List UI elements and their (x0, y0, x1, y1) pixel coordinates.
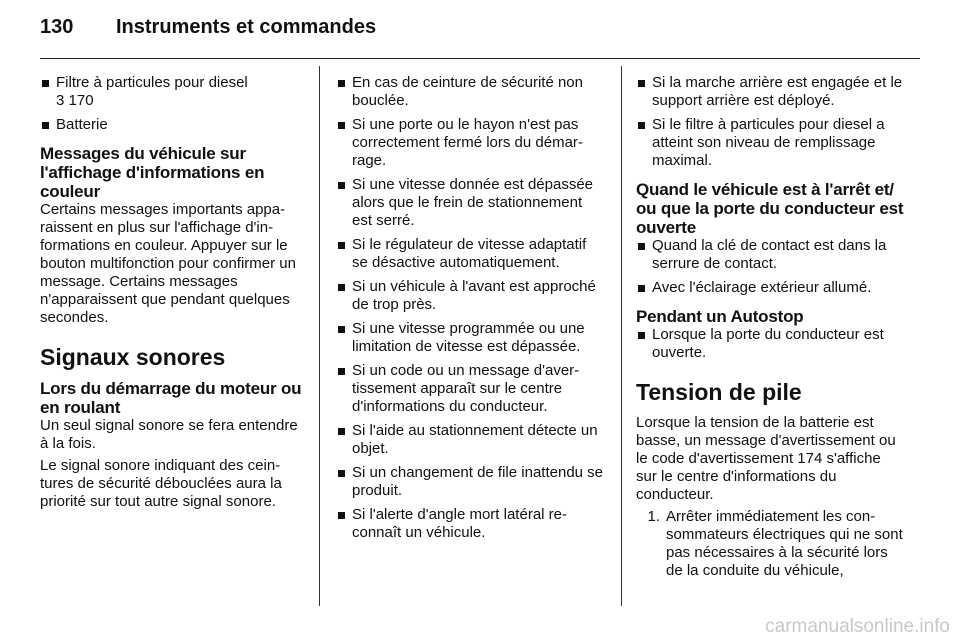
list-item: Si l'aide au stationnement détecte un objet. (336, 422, 604, 458)
paragraph: Certains messages importants apparaissent en plus sur l'affichage d'informations en couleur. Appuyer sur le bouton multifonction pour confirmer un message. Certains messages n'apparaissent que pendant quelques secondes. (40, 201, 296, 326)
step-number: 1. (647, 508, 660, 525)
list-item: Si un changement de file inattendu se produit. (336, 464, 604, 500)
section-heading-autostop: Pendant un Autostop (636, 307, 804, 326)
section-title-tension-de-pile: Tension de pile (636, 379, 802, 405)
paragraph: Le signal sonore indiquant des ceintures de sécurité débouclées aura la priorité sur tout autre signal sonore. (40, 457, 282, 510)
list-item: Si le filtre à particules pour diesel a atteint son niveau de remplissage maximal. (636, 116, 904, 170)
column-divider-2 (621, 66, 622, 606)
numbered-step (636, 508, 904, 580)
page-reference-link[interactable]: 3 170 (56, 92, 94, 109)
list-item: Si l'alerte d'angle mort latéral reconnaît un véhicule. (336, 506, 604, 542)
page-number: 130 (40, 16, 74, 38)
paragraph: Un seul signal sonore se fera entendre à la fois. (40, 417, 298, 452)
column-1 (40, 74, 302, 515)
watermark: carmanualsonline.info (765, 616, 950, 637)
list-item: Si la marche arrière est engagée et le support arrière est déployé. (636, 74, 904, 110)
section-heading-color-display: Messages du véhicule sur l'affichage d'informations en couleur (40, 144, 265, 201)
column-2 (336, 74, 604, 548)
list-item: Avec l'éclairage extérieur allumé. (636, 279, 904, 297)
list-item: Si une vitesse programmée ou une limitation de vitesse est dépassée. (336, 320, 604, 356)
column-divider-1 (319, 66, 320, 606)
header-rule (40, 58, 920, 59)
list-item (40, 74, 302, 110)
list-item: Quand la clé de contact est dans la serrure de contact. (636, 237, 904, 273)
step-text: Arrêter immédiatement les consommateurs électriques qui ne sont pas nécessaires à la sécurité lors de la conduite du véhicule, (666, 508, 903, 579)
list-item: Si une porte ou le hayon n'est pas correctement fermé lors du démarrage. (336, 116, 604, 170)
list-item: Si un véhicule à l'avant est approché de trop près. (336, 278, 604, 314)
paragraph: Lorsque la tension de la batterie est basse, un message d'avertissement ou le code d'avertissement 174 s'affiche sur le centre d'informations du conducteur. (636, 414, 896, 503)
list-item: En cas de ceinture de sécurité non bouclée. (336, 74, 604, 110)
page-title: Instruments et commandes (116, 16, 377, 38)
page-header (40, 16, 376, 50)
list-item-text: Filtre à particules pour diesel (56, 74, 248, 91)
section-heading-arret: Quand le véhicule est à l'arrêt et/ ou que la porte du conducteur est ouverte (636, 180, 904, 237)
list-item: Lorsque la porte du conducteur est ouverte. (636, 326, 904, 362)
section-heading-demarrage: Lors du démarrage du moteur ou en roulant (40, 379, 302, 417)
list-item-text: Batterie (56, 116, 108, 133)
section-title-signaux-sonores: Signaux sonores (40, 344, 226, 370)
list-item (40, 116, 302, 134)
list-item: Si un code ou un message d'avertissement apparaît sur le centre d'informations du conducteur. (336, 362, 604, 416)
list-item: Si une vitesse donnée est dépassée alors que le frein de stationnement est serré. (336, 176, 604, 230)
column-3 (636, 74, 904, 580)
list-item: Si le régulateur de vitesse adaptatif se désactive automatiquement. (336, 236, 604, 272)
